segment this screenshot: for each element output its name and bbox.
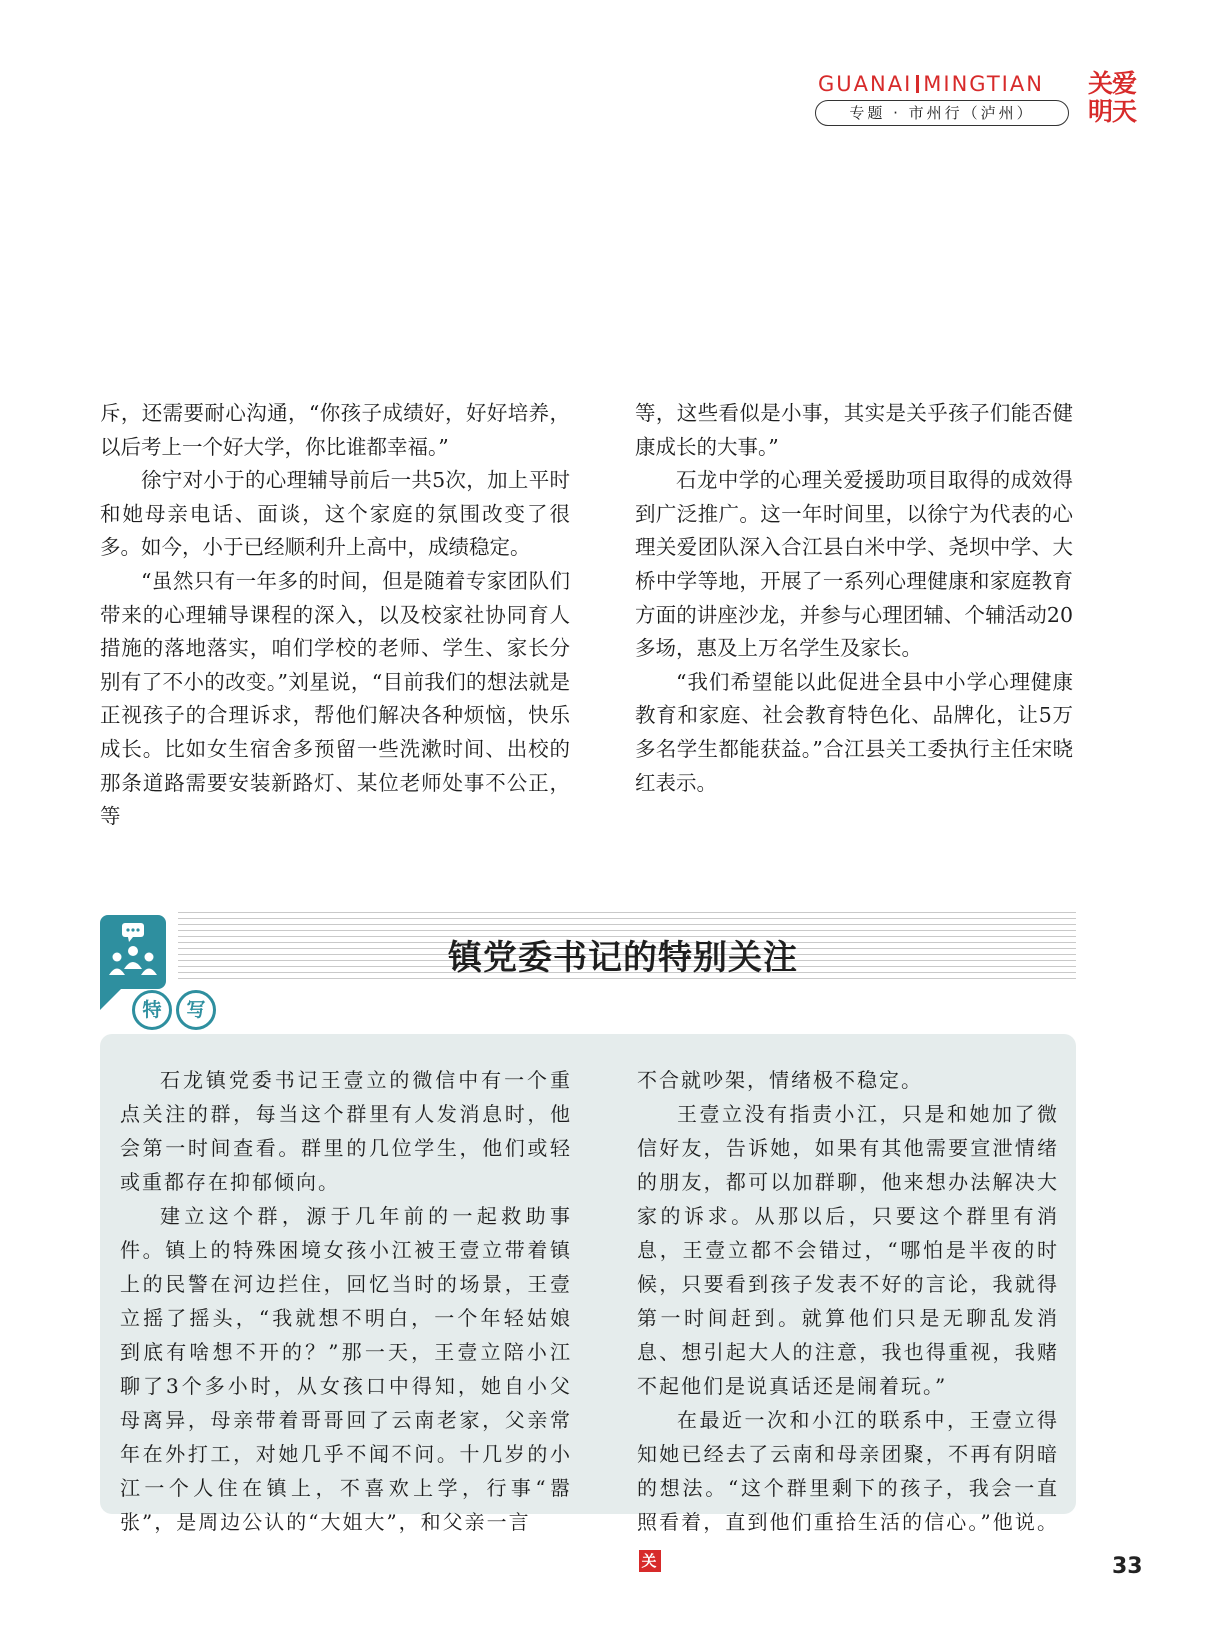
paragraph: 石龙镇党委书记王壹立的微信中有一个重点关注的群，每当这个群里有人发消息时，他会第一时间查看。群里的几位学生，他们或轻或重都存在抑郁倾向。 xyxy=(120,1068,572,1194)
feature-section-icon xyxy=(100,915,166,989)
article-right-column xyxy=(635,397,1073,800)
paragraph: “我们希望能以此促进全县中小学心理健康教育和家庭、社会教育特色化、品牌化，让5万多名学生都能获益。”合江县关工委执行主任宋晓红表示。 xyxy=(635,669,1073,795)
paragraph: “虽然只有一年多的时间，但是随着专家团队们带来的心理辅导课程的深入，以及校家社协同育人措施的落地落实，咱们学校的老师、学生、家长分别有了不小的改变。”刘星说，“目前我们的想法就是正视孩子的合理诉求，帮他们解决各种烦恼，快乐成长。比如女生宿舍多预留一些洗漱时间、出校的那条道路需要安装新路灯、某位老师处事不公正，等 xyxy=(100,568,570,829)
feature-left-column xyxy=(120,1063,572,1539)
people-chat-icon xyxy=(100,915,166,989)
logo-line-1: 关爱 xyxy=(1088,69,1137,98)
feature-badges xyxy=(132,990,220,1030)
paragraph: 斥，还需要耐心沟通，“你孩子成绩好，好好培养，以后考上一个好大学，你比谁都幸福。” xyxy=(100,401,570,459)
feature-title: 镇党委书记的特别关注 xyxy=(448,938,798,978)
paragraph: 王壹立没有指责小江，只是和她加了微信好友，告诉她，如果有其他需要宣泄情绪的朋友，都可以加群聊，他来想办法解决大家的诉求。从那以后，只要这个群里有消息，王壹立都不会错过，“哪怕是半夜的时候，只要看到孩子发表不好的言论，我就得第一时间赶到。就算他们只是无聊乱发消息、想引起大人的注意，我也得重视，我赌不起他们是说真话还是闹着玩。” xyxy=(637,1102,1059,1398)
feature-icon-tail xyxy=(100,980,130,1010)
ruled-line xyxy=(178,918,1076,919)
feature-badge-2: 写 xyxy=(176,990,216,1030)
paragraph: 徐宁对小于的心理辅导前后一共5次，加上平时和她母亲电话、面谈，这个家庭的氛围改变了很多。如今，小于已经顺利升上高中，成绩稳定。 xyxy=(100,468,570,560)
article-left-column xyxy=(100,397,570,834)
header-english-left: GUANAI xyxy=(818,72,913,96)
ruled-line xyxy=(178,912,1076,913)
column-label: 专题 · 市州行（泸州） xyxy=(815,100,1069,126)
feature-right-column xyxy=(637,1063,1059,1573)
paragraph: 不合就吵架，情绪极不稳定。 xyxy=(637,1068,923,1092)
logo-line-2: 明天 xyxy=(1088,97,1137,126)
paragraph: 等，这些看似是小事，其实是关乎孩子们能否健康成长的大事。” xyxy=(635,401,1073,459)
paragraph: 石龙中学的心理关爱援助项目取得的成效得到广泛推广。这一年时间里，以徐宁为代表的心理关爱团队深入合江县白米中学、尧坝中学、大桥中学等地，开展了一系列心理健康和家庭教育方面的讲座沙龙，并参与心理团辅、个辅活动20多场，惠及上万名学生及家长。 xyxy=(635,468,1073,661)
magazine-logo xyxy=(1088,70,1138,126)
page-number: 33 xyxy=(1112,1554,1143,1579)
header-english-title xyxy=(818,72,1044,96)
ruled-line xyxy=(178,924,1076,925)
header-english-right: MINGTIAN xyxy=(923,72,1044,96)
paragraph: 在最近一次和小江的联系中，王壹立得知她已经去了云南和母亲团聚，不再有阴暗的想法。“这个群里剩下的孩子，我会一直照看着，直到他们重拾生活的信心。”他说。关 xyxy=(637,1408,1059,1570)
feature-badge-1: 特 xyxy=(132,990,172,1030)
header-separator xyxy=(916,75,919,93)
end-of-article-mark: 关 xyxy=(639,1550,661,1572)
paragraph: 建立这个群，源于几年前的一起救助事件。镇上的特殊困境女孩小江被王壹立带着镇上的民警在河边拦住，回忆当时的场景，王壹立摇了摇头，“我就想不明白，一个年轻姑娘到底有啥想不开的？”那一天，王壹立陪小江聊了3个多小时，从女孩口中得知，她自小父母离异，母亲带着哥哥回了云南老家，父亲常年在外打工，对她几乎不闻不问。十几岁的小江一个人住在镇上，不喜欢上学，行事“嚣张”，是周边公认的“大姐大”，和父亲一言 xyxy=(120,1204,572,1534)
